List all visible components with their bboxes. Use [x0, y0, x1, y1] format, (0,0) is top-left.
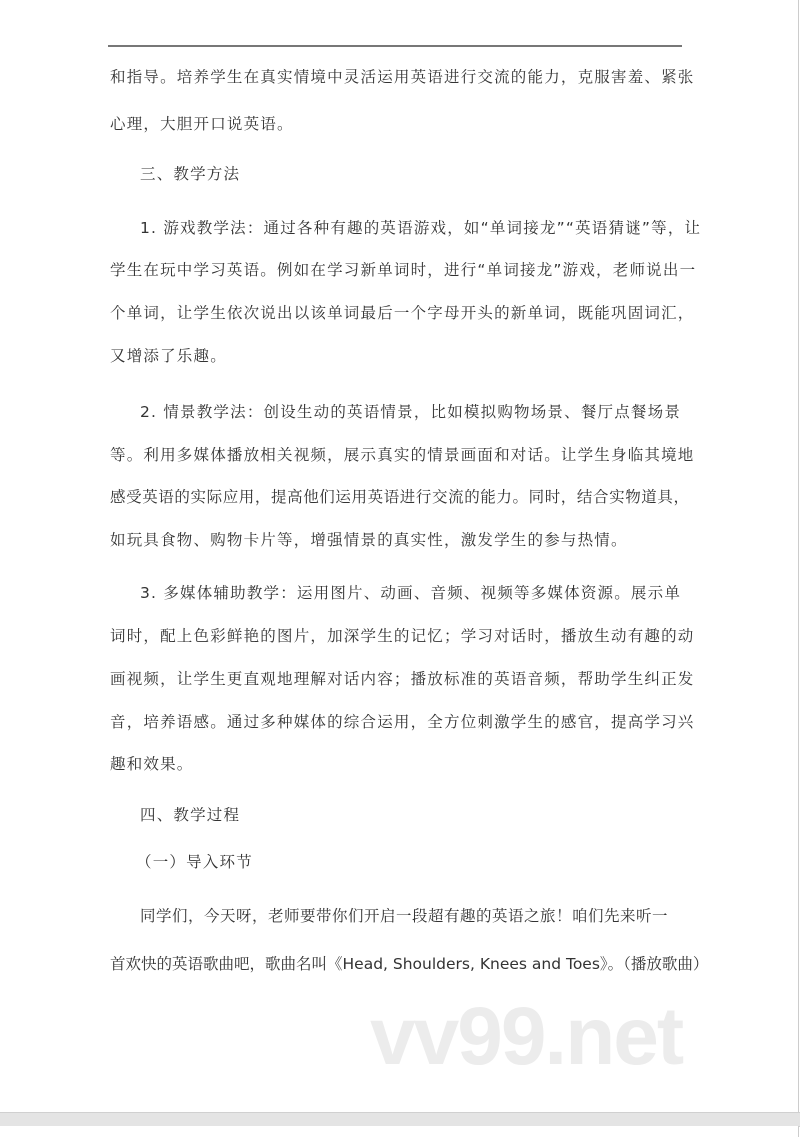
paragraph-line: 和指导。培养学生在真实情境中灵活运用英语进行交流的能力，克服害羞、紧张 [110, 68, 695, 86]
paragraph-line: 画视频，让学生更直观地理解对话内容；播放标准的英语音频，帮助学生纠正发 [110, 670, 695, 688]
paragraph-line: 2. 情景教学法：创设生动的英语情景，比如模拟购物场景、餐厅点餐场景 [140, 403, 682, 421]
page-gap [0, 1112, 800, 1127]
paragraph-line: 1. 游戏教学法：通过各种有趣的英语游戏，如“单词接龙”“英语猜谜”等，让 [140, 219, 702, 237]
paragraph-line: 词时，配上色彩鲜艳的图片，加深学生的记忆；学习对话时，播放生动有趣的动 [110, 627, 695, 645]
section-heading: 三、教学方法 [140, 165, 241, 183]
paragraph-line: 感受英语的实际应用，提高他们运用英语进行交流的能力。同时，结合实物道具， [110, 488, 690, 506]
next-page [0, 1126, 799, 1137]
paragraph-line: 如玩具食物、购物卡片等，增强情景的真实性，激发学生的参与热情。 [110, 531, 628, 549]
paragraph-line: 又增添了乐趣。 [110, 347, 227, 365]
watermark: vv99.net [370, 991, 683, 1082]
section-heading: 四、教学过程 [140, 806, 241, 824]
subsection-heading: （一）导入环节 [136, 853, 253, 871]
paragraph-line: 学生在玩中学习英语。例如在学习新单词时，进行“单词接龙”游戏，老师说出一 [110, 261, 697, 279]
header-rule [108, 45, 682, 47]
paragraph-line: 同学们，今天呀，老师要带你们开启一段超有趣的英语之旅！咱们先来听一 [140, 907, 669, 925]
paragraph-line: 3. 多媒体辅助教学：运用图片、动画、音频、视频等多媒体资源。展示单 [140, 584, 682, 602]
paragraph-line: 等。利用多媒体播放相关视频，展示真实的情景画面和对话。让学生身临其境地 [110, 446, 695, 464]
paragraph-line: 首欢快的英语歌曲吧，歌曲名叫《Head, Shoulders, Knees and Toes》。（播放歌曲） [110, 955, 709, 973]
paragraph-line: 心理，大胆开口说英语。 [110, 115, 294, 133]
paragraph-line: 音，培养语感。通过多种媒体的综合运用，全方位刺激学生的感官，提高学习兴 [110, 713, 695, 731]
paragraph-line: 个单词，让学生依次说出以该单词最后一个字母开头的新单词，既能巩固词汇， [110, 304, 695, 322]
paragraph-line: 趣和效果。 [110, 755, 194, 773]
